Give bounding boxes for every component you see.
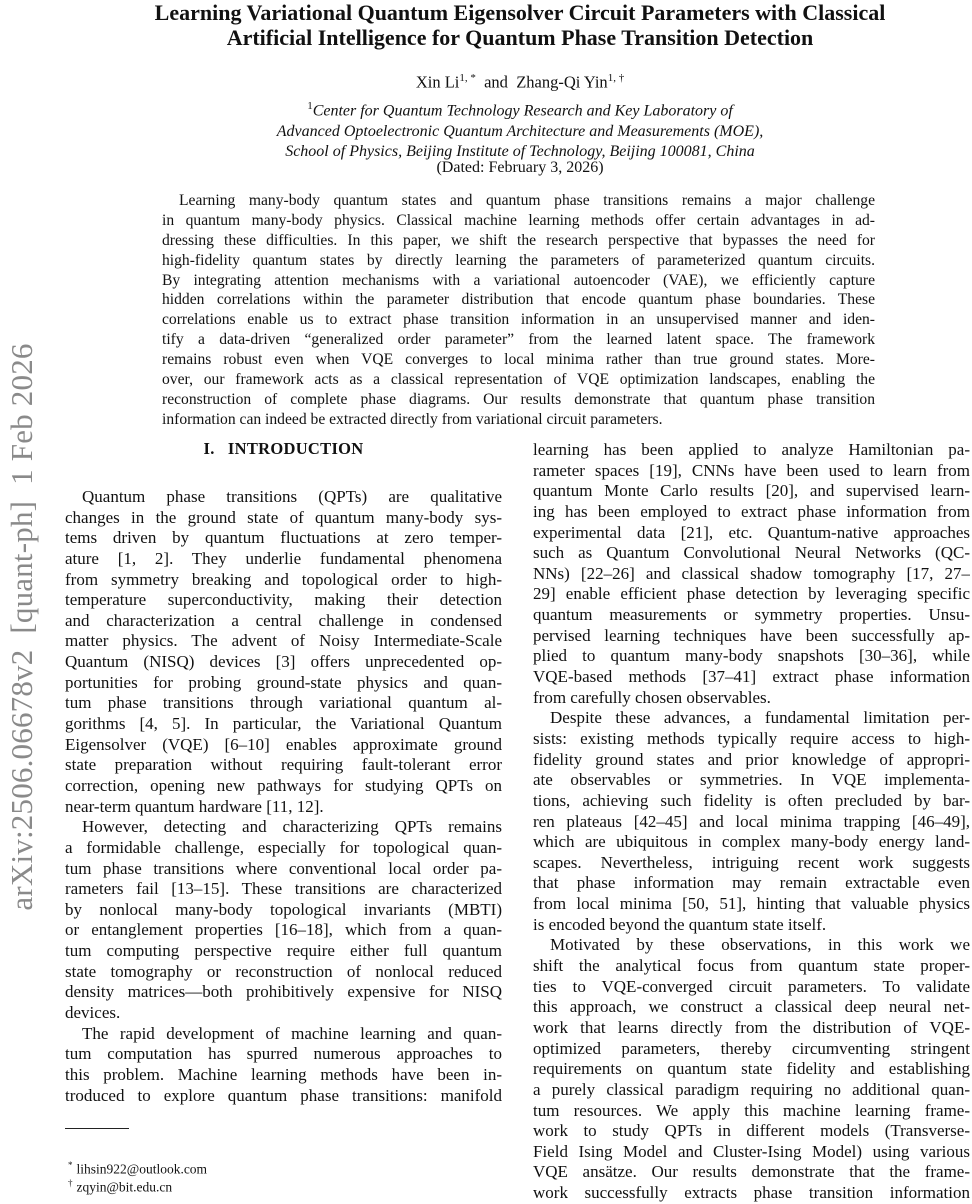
paragraph	[65, 1024, 502, 1107]
text-line: gorithms [4, 5]. In particular, the Variational Quantum	[65, 714, 502, 734]
paragraph	[533, 708, 970, 935]
text-line: a purely classical paradigm requiring no additional quan-	[533, 1079, 970, 1099]
text-line: Motivated by these observations, in this work we	[550, 935, 970, 955]
section-heading	[65, 439, 502, 459]
text-line: requirements on quantum state fidelity and establishing	[533, 1059, 970, 1079]
text-line: Quantum (NISQ) devices [3] offers unprecedented op-	[65, 652, 502, 672]
text-line: is encoded beyond the quantum state itself.	[533, 914, 827, 934]
left-column	[65, 487, 502, 1106]
text-line: Field Ising Model and Cluster-Ising Model) using various	[533, 1141, 970, 1161]
text-line: troduced to explore quantum phase transitions: manifold	[65, 1085, 502, 1105]
text-line: NNs) [22–26] and classical shadow tomography [17, 27–	[533, 563, 970, 583]
text-line: from carefully chosen observables.	[533, 687, 771, 707]
abstract	[162, 191, 875, 430]
text-line: The rapid development of machine learning and quan-	[82, 1023, 502, 1043]
text-line: devices.	[65, 1003, 121, 1023]
text-line: tions, achieving such fidelity is often precluded by bar-	[533, 790, 970, 810]
text-line: Eigensolver (VQE) [6–10] enables approximate ground	[65, 734, 502, 754]
text-line: 29] enable efficient phase detection by leveraging specific	[533, 584, 970, 604]
author-mark: 1, †	[607, 72, 625, 84]
text-line: temperature superconductivity, making their detection	[65, 590, 502, 610]
affiliation-mark: 1	[307, 100, 313, 112]
text-line: By integrating attention mechanisms with a variational autoencoder (VAE), we efficiently capture	[162, 271, 875, 289]
text-line: such as Quantum Convolutional Neural Networks (QC-	[533, 543, 970, 563]
text-line: tum computing perspective require either full quantum	[65, 941, 502, 961]
text-line: over, our framework acts as a classical representation of VQE optimization landscapes, enabling the	[162, 371, 875, 389]
text-line: tems driven by quantum fluctuations at zero temper-	[65, 528, 502, 548]
affiliation	[0, 96, 972, 162]
text-line: tum phase transitions through variational quantum al-	[65, 693, 502, 713]
text-line: ature [1, 2]. They underlie fundamental phenomena	[65, 548, 502, 568]
text-line: this approach, we construct a classical deep neural net-	[533, 997, 970, 1017]
text-line: near-term quantum hardware [11, 12].	[65, 796, 324, 816]
text-line: work that learns directly from the distribution of VQE-	[533, 1017, 970, 1037]
text-line: this problem. Machine learning methods have been in-	[65, 1064, 502, 1084]
dated-line: (Dated: February 3, 2026)	[436, 159, 604, 176]
text-line: sists: existing methods typically require access to high-	[533, 728, 970, 748]
author-name: Xin Li	[415, 72, 460, 92]
text-line: experimental data [21], etc. Quantum-native approaches	[533, 522, 970, 542]
text-line: changes in the ground state of quantum many-body sys-	[65, 507, 502, 527]
text-line: correction, opening new pathways for studying QPTs on	[65, 775, 502, 795]
text-line: fidelity ground states and prior knowledge of appropri-	[533, 749, 970, 769]
affiliation-line: School of Physics, Beijing Institute of Technology, Beijing 100081, China	[285, 142, 755, 160]
text-line: by nonlocal many-body topological invariants (MBTI)	[65, 899, 502, 919]
affiliation-line: Center for Quantum Technology Research and Key Laboratory of	[312, 102, 733, 120]
text-line: and characterization a central challenge in condensed	[65, 610, 502, 630]
text-line: in quantum many-body physics. Classical machine learning methods offer certain advantages in ad-	[162, 211, 875, 229]
text-line: which are ubiquitous in complex many-body energy land-	[533, 832, 970, 852]
text-line: or entanglement properties [16–18], which from a quan-	[65, 920, 502, 940]
text-line: Despite these advances, a fundamental limitation per-	[550, 708, 970, 728]
text-line: VQE ansätze. Our results demonstrate that the frame-	[533, 1162, 970, 1182]
text-line: correlations enable us to extract phase transition information in an unsupervised manner and iden-	[162, 311, 875, 329]
paragraph	[533, 935, 970, 1203]
text-line: However, detecting and characterizing QPTs remains	[82, 817, 502, 837]
arxiv-id: arXiv:2506.06678v2	[4, 649, 39, 911]
text-line: rameters fail [13–15]. These transitions are characterized	[65, 879, 502, 899]
affiliation-line: Advanced Optoelectronic Quantum Architecture and Measurements (MOE),	[276, 122, 764, 140]
text-line: from local minima [50, 51], hinting that valuable physics	[533, 894, 970, 914]
text-line: tify a data-driven “generalized order parameter” from the learned latent space. The framework	[162, 331, 875, 349]
paragraph	[533, 440, 970, 708]
text-line: remains robust even when VQE converges to local minima rather than true ground states. More-	[162, 351, 875, 369]
footnote-email[interactable]: zqyin@bit.edu.cn	[76, 1179, 173, 1195]
text-line: portunities for probing ground-state physics and quan-	[65, 672, 502, 692]
paragraph	[65, 487, 502, 817]
text-line: learning has been applied to analyze Hamiltonian pa-	[533, 440, 970, 459]
text-line: ren plateaus [42–45] and local minima trapping [46–49],	[533, 811, 970, 831]
footnote-email[interactable]: lihsin922@outlook.com	[76, 1161, 208, 1177]
text-line: shift the analytical focus from quantum state proper-	[533, 956, 970, 976]
text-line: density matrices—both prohibitively expensive for NISQ	[65, 982, 502, 1002]
text-line: state tomography or reconstruction of nonlocal reduced	[65, 961, 502, 981]
text-line: that phase information may remain extractable even	[533, 873, 970, 893]
text-line: state preparation without requiring fault-tolerant error	[65, 755, 502, 775]
text-line: quantum Monte Carlo results [20], and supervised learn-	[533, 481, 970, 501]
text-line: quantum measurements or symmetry properties. Unsu-	[533, 605, 970, 625]
author-joiner: and	[484, 72, 508, 92]
footnote-rule	[65, 1128, 129, 1129]
arxiv-sidebar-stamp	[4, 343, 40, 910]
paper-title	[0, 0, 972, 50]
author-name: Zhang-Qi Yin	[516, 72, 608, 92]
paragraph	[162, 191, 875, 430]
text-line: hidden correlations within the parameter distribution that encode quantum phase boundaries. These	[162, 291, 875, 309]
author-mark: 1, *	[459, 72, 476, 84]
text-line: ties to VQE-converged circuit parameters. To validate	[533, 976, 970, 996]
text-line: tum computation has spurred numerous approaches to	[65, 1044, 502, 1064]
text-line: plied to quantum many-body snapshots [30–36], while	[533, 646, 970, 666]
title-line-2: Artificial Intelligence for Quantum Phase Transition Detection	[226, 25, 814, 50]
text-line: pervised learning techniques have been successfully ap-	[533, 625, 970, 645]
text-line: tum resources. We apply this machine learning frame-	[533, 1100, 970, 1120]
text-line: work successfully extracts phase transition information	[533, 1183, 970, 1203]
text-line: a formidable challenge, especially for topological quan-	[65, 837, 502, 857]
text-line: reconstruction of complete phase diagrams. Our results demonstrate that quantum phase transition	[162, 390, 875, 408]
text-line: ing has been employed to extract phase information from	[533, 501, 970, 521]
text-line: high-fidelity quantum states by directly learning the parameters of parameterized quantum circuits.	[162, 251, 875, 269]
author-list	[0, 72, 972, 93]
text-line: work to study QPTs in different models (Transverse-	[533, 1121, 970, 1141]
text-line: rameter spaces [19], CNNs have been used to learn from	[533, 460, 970, 480]
footnote-mark: †	[68, 1178, 73, 1188]
text-line: optimized parameters, thereby circumventing stringent	[533, 1038, 970, 1058]
title-line-1: Learning Variational Quantum Eigensolver Circuit Parameters with Classical	[154, 0, 886, 25]
text-line: from symmetry breaking and topological order to high-	[65, 569, 502, 589]
arxiv-date: 1 Feb 2026	[4, 343, 39, 485]
text-line: Learning many-body quantum states and quantum phase transitions remains a major challenge	[179, 192, 875, 209]
footnote	[68, 1160, 207, 1178]
text-line: information can indeed be extracted directly from variational circuit parameters.	[162, 410, 663, 428]
arxiv-category: [quant-ph]	[4, 500, 39, 634]
paragraph	[65, 817, 502, 1023]
text-line: dressing these difficulties. In this paper, we shift the research perspective that bypasses the need for	[162, 231, 875, 249]
text-line: ate observables or symmetries. In VQE implementa-	[533, 770, 970, 790]
footnote-mark: *	[68, 1160, 73, 1170]
text-line: VQE-based methods [37–41] extract phase information	[533, 667, 970, 687]
text-line: matter physics. The advent of Noisy Intermediate-Scale	[65, 631, 502, 651]
section-number: I.	[203, 439, 215, 458]
footnote	[68, 1178, 172, 1196]
text-line: scapes. Nevertheless, intriguing recent work suggests	[533, 852, 970, 872]
text-line: tum phase transitions where conventional local order pa-	[65, 858, 502, 878]
section-title: INTRODUCTION	[227, 439, 364, 458]
text-line: Quantum phase transitions (QPTs) are qualitative	[82, 487, 502, 506]
right-column	[533, 440, 970, 1204]
